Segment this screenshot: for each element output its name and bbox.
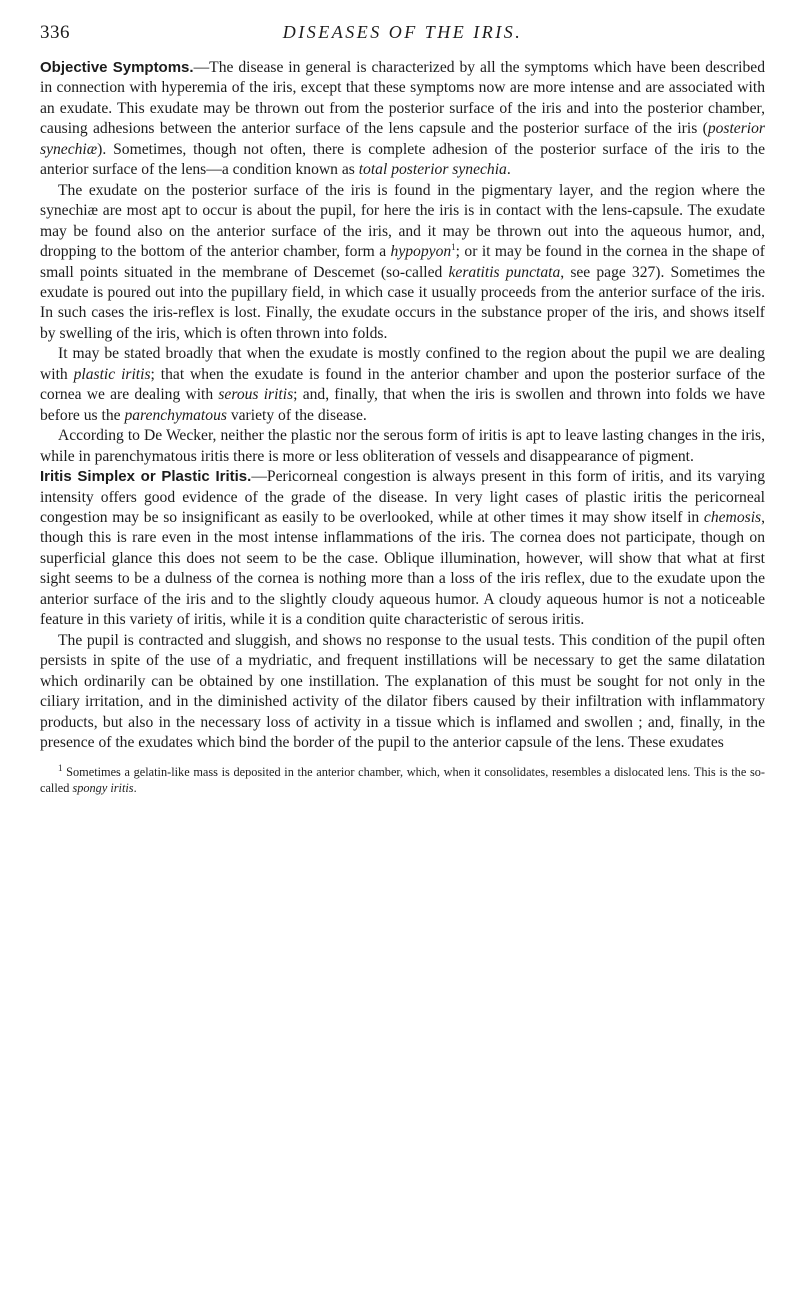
text-run: . <box>133 780 137 795</box>
text-run: —The disease in general is characterized by all the symptoms which have been described in connection with hyperemia of the iris, except that these symptoms now are more intense and are associated with an exudate. This exudate may be thrown out from the posterior surface of the iris and into the posterior chamber, causing adhesions between the anterior surface of the lens capsule and the posterior surface of the iris ( <box>40 59 765 138</box>
page-number: 336 <box>40 22 70 43</box>
paragraph-de-wecker: According to De Wecker, neither the plastic nor the serous form of iritis is apt to leave lasting changes in the iris, while in parenchymatous iritis there is more or less obliteration of vessels and disappearance of pigment. <box>40 427 765 465</box>
italic-term: total posterior synechia <box>358 161 507 179</box>
paragraph-varieties <box>40 344 765 426</box>
footnote-text <box>40 765 765 796</box>
section-heading: Iritis Simplex or Plastic Iritis. <box>40 468 252 486</box>
text-run: variety of the disease. <box>226 406 367 424</box>
italic-term: parenchymatous <box>124 406 227 424</box>
text-run: —Pericorneal congestion is always present in this form of iritis, and its varying intensity offers good evidence of the grade of the disease. In very light cases of plastic iritis the pericorneal congestion may be so insignificant as easily to be overlooked, while at other times it may show itself in <box>40 468 765 526</box>
paragraph-pupil: The pupil is contracted and sluggish, and shows no response to the usual tests. This condition of the pupil often persists in spite of the use of a mydriatic, and frequent instillations will be necessary to get the same dilatation which ordinarily can be obtained by one instillation. The explanation of this must be sought for not only in the ciliary irritation, and in the diminished activity of the dilator fibers caused by their infiltration with inflammatory products, but also in the necessary loss of activity in a tissue which is inflamed and swollen ; and, finally, in the presence of the exudates which bind the border of the pupil to the anterior capsule of the lens. These exudates <box>40 631 765 751</box>
paragraph-iritis-simplex <box>40 467 765 631</box>
paragraph-exudate <box>40 181 765 345</box>
italic-term: serous iritis <box>218 386 294 404</box>
book-page <box>40 0 765 796</box>
text-run: ; and, finally, that when the iris is swollen and thrown into folds we have before us the <box>40 386 766 424</box>
italic-term: spongy iritis <box>72 780 134 795</box>
text-run: ; or it may be found in the cornea in the shape of small points situated in the membrane of Descemet (so-called <box>40 243 765 281</box>
italic-term: posterior synechiæ <box>40 120 765 158</box>
italic-term: plastic iritis <box>73 365 151 383</box>
text-run: , see page 327). Sometimes the exudate is poured out into the pupillary field, in which case it usually proceeds from the anterior surface of the iris. In such cases the iris-reflex is lost. Finally, the exudate occurs in the substance proper of the iris, and shows itself by swelling of the iris, which is often thrown into folds. <box>40 263 766 342</box>
paragraph-objective-symptoms <box>40 58 765 181</box>
italic-term: chemosis <box>703 508 762 526</box>
page-header <box>40 0 765 58</box>
section-heading: Objective Symptoms. <box>40 59 194 76</box>
footnote <box>40 765 765 796</box>
text-run: . <box>506 161 511 179</box>
text-run: Sometimes a gelatin-like mass is deposited in the anterior chamber, which, when it consolidates, resembles a dislocated lens. This is the so-called <box>40 765 765 795</box>
text-run: It may be stated broadly that when the exudate is mostly confined to the region about the pupil we are dealing with <box>40 345 765 383</box>
footnote-marker: 1 <box>58 763 63 774</box>
text-run: The exudate on the posterior surface of the iris is found in the pigmentary layer, and the region where the synechiæ are most apt to occur is about the pupil, for here the iris is in contact with the lens-capsule. The exudate may be found also on the anterior surface of the iris, and it may be thrown out into the aqueous humor, and, dropping to the bottom of the anterior chamber, form a <box>40 181 765 261</box>
italic-term: hypopyon <box>390 243 452 261</box>
text-run: ). Sometimes, though not often, there is complete adhesion of the posterior surface of the iris to the anterior surface of the lens—a condition known as <box>40 140 765 179</box>
running-title: DISEASES OF THE IRIS. <box>282 22 523 42</box>
text-run: , though this is rare even in the most intense inflammations of the iris. The cornea does not participate, though on superficial glance this does not seem to be the case. Oblique illumination, however, will show that what at first sight seems to be a dulness of the cornea is nothing more than a loss of the iris reflex, due to the exudate upon the anterior surface of the iris and to the slightly cloudy aqueous humor. A cloudy aqueous humor is not a noticeable feature in this variety of iritis, while it is a condition quite characteristic of serous iritis. <box>40 508 765 629</box>
text-run: ; that when the exudate is found in the anterior chamber and upon the posterior surface of the cornea we are dealing with <box>40 365 765 404</box>
body-text <box>40 58 765 753</box>
footnote-reference: 1 <box>451 241 456 252</box>
italic-term: keratitis punctata <box>448 263 561 281</box>
